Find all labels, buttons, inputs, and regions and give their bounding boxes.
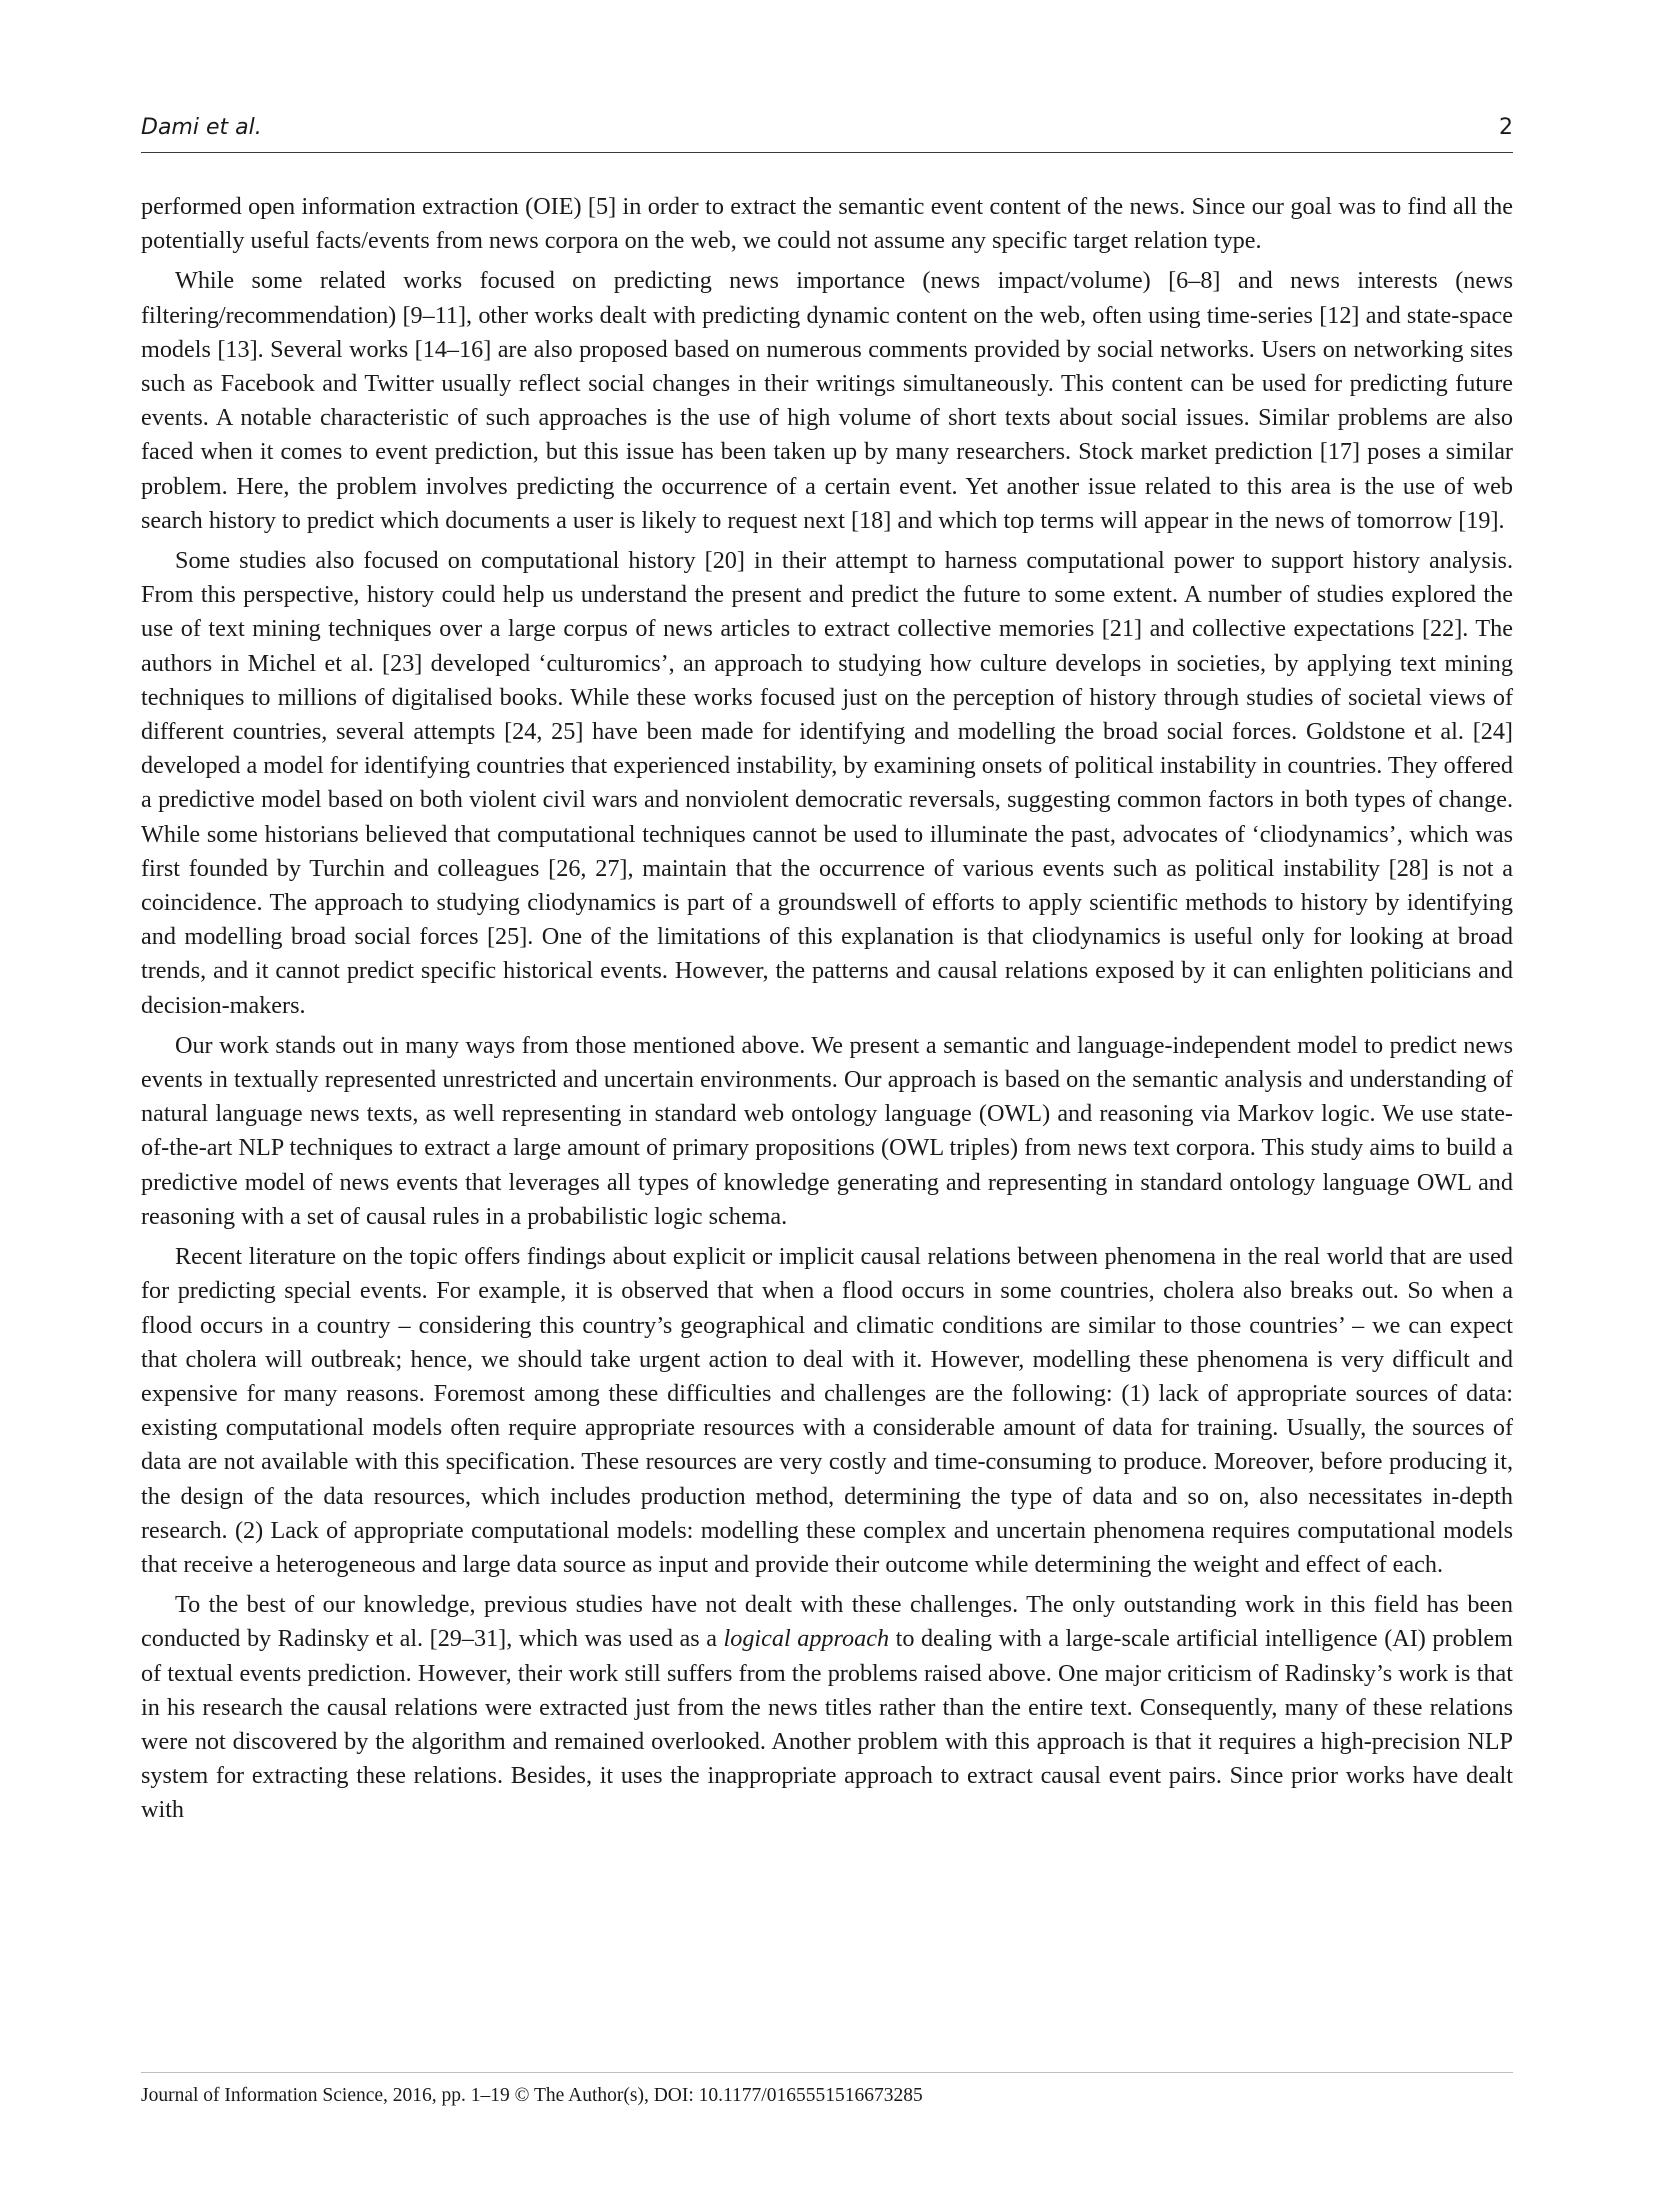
paragraph-related-work: While some related works focused on predicting news importance (news impact/volume) [6–8] and news interests (news filtering/recommendation) [9–11], other works dealt with predicting dynamic content on the web, often using time-series [12] and state-space models [13]. Several works [14–16] are also proposed based on numerous comments provided by social networks. Users on networking sites such as Facebook and Twitter usually reflect social changes in their writings simultaneously. This content can be used for predicting future events. A notable characteristic of such approaches is the use of high volume of short texts about social issues. Similar problems are also faced when it comes to event prediction, but this issue has been taken up by many researchers. Stock market prediction [17] poses a similar problem. Here, the problem involves predicting the occurrence of a certain event. Yet another issue related to this area is the use of web search history to predict which documents a user is likely to request next [18] and which top terms will appear in the news of tomorrow [19].: [141, 267, 1513, 534]
paragraph-our-work: Our work stands out in many ways from those mentioned above. We present a semantic and language-independent model to predict news events in textually represented unrestricted and uncertain environments. Our approach is based on the semantic analysis and understanding of natural language news texts, as well representing in standard web ontology language (OWL) and reasoning via Markov logic. We use state-of-the-art NLP techniques to extract a large amount of primary propositions (OWL triples) from news text corpora. This study aims to build a predictive model of news events that leverages all types of knowledge generating and representing in standard ontology language OWL and reasoning with a set of causal rules in a probabilistic logic schema.: [141, 1031, 1513, 1230]
body-text: [141, 190, 1513, 1834]
paragraph-radinsky: [141, 1588, 1513, 1827]
paragraph-computational-history: Some studies also focused on computational history [20] in their attempt to harness computational power to support history analysis. From this perspective, history could help us understand the present and predict the future to some extent. A number of studies explored the use of text mining techniques over a large corpus of news articles to extract collective memories [21] and collective expectations [22]. The authors in Michel et al. [23] developed ‘culturomics’, an approach to studying how culture develops in societies, by applying text mining techniques to millions of digitalised books. While these works focused just on the perception of history through studies of societal views of different countries, several attempts [24, 25] have been made for identifying and modelling the broad social forces. Goldstone et al. [24] developed a model for identifying countries that experienced instability, by examining onsets of political instability in countries. They offered a predictive model based on both violent civil wars and nonviolent democratic reversals, suggesting common factors in both types of change. While some historians believed that computational techniques cannot be used to illuminate the past, advocates of ‘cliodynamics’, which was first founded by Turchin and colleagues [26, 27], maintain that the occurrence of various events such as political instability [28] is not a coincidence. The approach to studying cliodynamics is part of a groundswell of efforts to apply scientific methods to history by identifying and modelling broad social forces [25]. One of the limitations of this explanation is that cliodynamics is useful only for looking at broad trends, and it cannot predict specific historical events. However, the patterns and causal relations exposed by it can enlighten politicians and decision-makers.: [141, 547, 1513, 1019]
emphasis-logical-approach: logical approach: [723, 1625, 890, 1653]
paragraph-causal-relations: Recent literature on the topic offers findings about explicit or implicit causal relations between phenomena in the real world that are used for predicting special events. For example, it is observed that when a flood occurs in some countries, cholera also breaks out. So when a flood occurs in a country – considering this country’s geographical and climatic conditions are similar to those countries’ – we can expect that cholera will outbreak; hence, we should take urgent action to deal with it. However, modelling these phenomena is very difficult and expensive for many reasons. Foremost among these difficulties and challenges are the following: (1) lack of appropriate sources of data: existing computational models often require appropriate resources with a considerable amount of data for training. Usually, the sources of data are not available with this specification. These resources are very costly and time-consuming to produce. Moreover, before producing it, the design of the data resources, which includes production method, determining the type of data and so on, also necessitates in-depth research. (2) Lack of appropriate computational models: modelling these complex and uncertain phenomena requires computational models that receive a heterogeneous and large data source as input and provide their outcome while determining the weight and effect of each.: [141, 1243, 1513, 1578]
page-footer: [141, 2072, 1513, 2107]
paragraph-continuation: performed open information extraction (OIE) [5] in order to extract the semantic event content of the news. Since our goal was to find all the potentially useful facts/events from news corpora on the web, we could not assume any specific target relation type.: [141, 193, 1513, 255]
paragraph-radinsky-part1: To the best of our knowledge, previous studies have not dealt with these challenges. The only outstanding work in this field has been conducted by Radinsky et al. [29–31], which was used as a: [141, 1591, 1513, 1653]
running-head: [141, 112, 1513, 153]
page-number: 2: [1499, 115, 1513, 140]
footer-citation: Journal of Information Science, 2016, pp. 1–19 © The Author(s), DOI: 10.1177/0165551516673285: [141, 2085, 923, 2106]
running-head-authors: Dami et al.: [141, 115, 262, 140]
paragraph-radinsky-part2: to dealing with a large-scale artificial intelligence (AI) problem of textual events prediction. However, their work still suffers from the problems raised above. One major criticism of Radinsky’s work is that in his research the causal relations were extracted just from the news titles rather than the entire text. Consequently, many of these relations were not discovered by the algorithm and remained overlooked. Another problem with this approach is that it requires a high-precision NLP system for extracting these relations. Besides, it uses the inappropriate approach to extract causal event pairs. Since prior works have dealt with: [141, 1625, 1513, 1824]
